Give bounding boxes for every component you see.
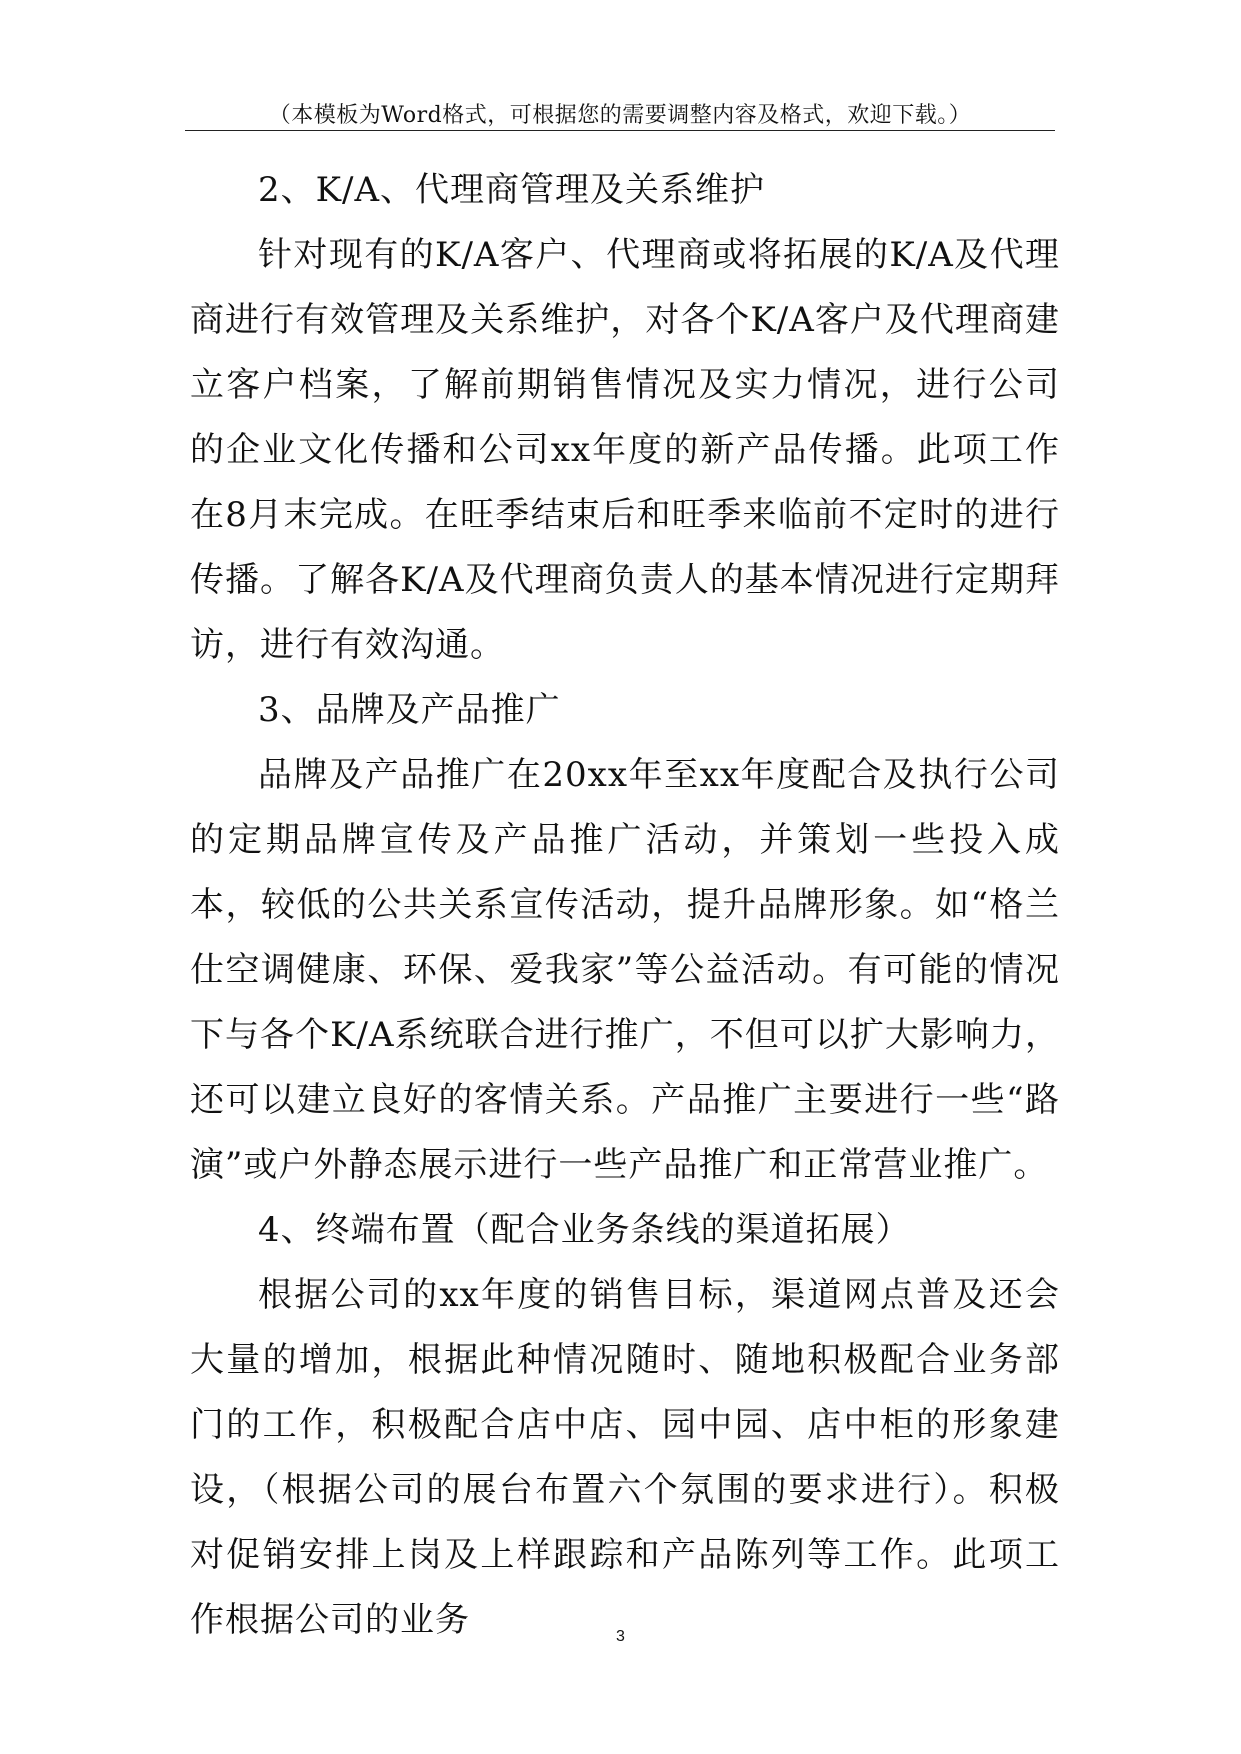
section-heading-ka-agents: 2、K/A、代理商管理及关系维护 xyxy=(258,170,766,210)
body-paragraph-ka-agents: 针对现有的K/A客户、代理商或将拓展的K/A及代理商进行有效管理及关系维护，对各个K/A客户及代理商建立客户档案，了解前期销售情况及实力情况，进行公司的企业文化传播和公司xx年度的新产品传播。此项工作在8月末完成。在旺季结束后和旺季来临前不定时的进行传播。了解各K/A及代理商负责人的基本情况进行定期拜访，进行有效沟通。 xyxy=(190,235,1060,665)
body-paragraph-brand-promotion: 品牌及产品推广在20xx年至xx年度配合及执行公司的定期品牌宣传及产品推广活动，并策划一些投入成本，较低的公共关系宣传活动，提升品牌形象。如“格兰仕空调健康、环保、爱我家”等公益活动。有可能的情况下与各个K/A系统联合进行推广，不但可以扩大影响力，还可以建立良好的客情关系。产品推广主要进行一些“路演”或户外静态展示进行一些产品推广和正常营业推广。 xyxy=(190,755,1060,1185)
document-body xyxy=(190,158,1060,1653)
header-divider xyxy=(185,130,1055,131)
section-heading-brand-promotion: 3、品牌及产品推广 xyxy=(258,690,561,730)
section-heading-terminal-layout: 4、终端布置（配合业务条线的渠道拓展） xyxy=(258,1210,911,1250)
page-number: 3 xyxy=(616,1628,625,1645)
body-paragraph-terminal-layout: 根据公司的xx年度的销售目标，渠道网点普及还会大量的增加，根据此种情况随时、随地积极配合业务部门的工作，积极配合店中店、园中园、店中柜的形象建设，（根据公司的展台布置六个氛围的要求进行）。积极对促销安排上岗及上样跟踪和产品陈列等工作。此项工作根据公司的业务 xyxy=(190,1275,1060,1640)
header-note: （本模板为Word格式，可根据您的需要调整内容及格式，欢迎下载。） xyxy=(268,103,972,128)
